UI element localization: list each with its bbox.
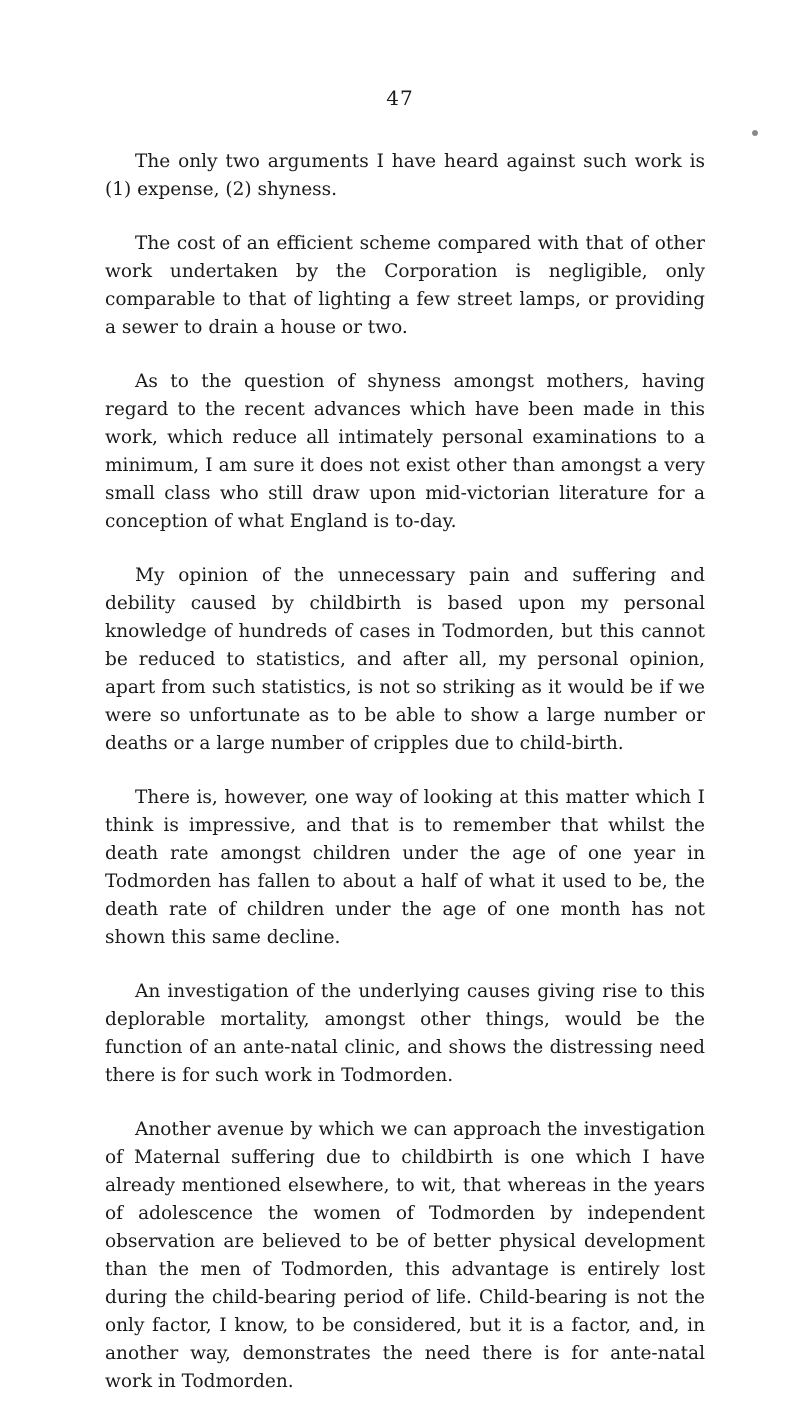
paragraph-opinion: My opinion of the unnecessary pain and suffering and debility caused by childbirth is based upon my personal knowledge of hundreds of cases in Todmorden, but this cannot be reduced to statistics, and after all, my personal opinion, apart from such statistics, is not so striking as it would be if we were so unfortunate as to be able to show a large number or deaths or a large number of cripples due to child-birth.	[105, 565, 705, 754]
paragraph-death-rate: There is, however, one way of looking at this matter which I think is impressive, and that is to remember that whilst the death rate amongst children under the age of one year in Todmorden has fallen to about a half of what it used to be, the death rate of children under the age of one month has not shown this same decline.	[105, 787, 705, 948]
body-text	[105, 148, 705, 1422]
paragraph-arguments: The only two arguments I have heard against such work is (1) expense, (2) shyness.	[105, 151, 705, 200]
paragraph-cost: The cost of an efficient scheme compared with that of other work undertaken by the Corporation is negligible, only comparable to that of lighting a few street lamps, or providing a sewer to drain a house or two.	[105, 233, 705, 338]
paragraph-investigation: An investigation of the underlying causes giving rise to this deplorable mortality, amongst other things, would be the function of an ante-natal clinic, and shows the distressing need there is for such work in Todmorden.	[105, 981, 705, 1086]
page-number: 47	[386, 86, 414, 110]
print-speck	[752, 130, 758, 136]
paragraph-another-avenue: Another avenue by which we can approach the investigation of Maternal suffering due to childbirth is one which I have already mentioned elsewhere, to wit, that whereas in the years of adolescence the women of Todmorden by independent observation are believed to be of better physical development than the men of Todmorden, this advantage is entirely lost during the child-bearing period of life. Child-bearing is not the only factor, I know, to be considered, but it is a factor, and, in another way, demonstrates the need there is for ante-natal work in Todmorden.	[105, 1119, 705, 1392]
paragraph-shyness: As to the question of shyness amongst mothers, having regard to the recent advances which have been made in this work, which reduce all intimately personal examinations to a minimum, I am sure it does not exist other than amongst a very small class who still draw upon mid-victorian literature for a conception of what England is to-day.	[105, 371, 705, 532]
